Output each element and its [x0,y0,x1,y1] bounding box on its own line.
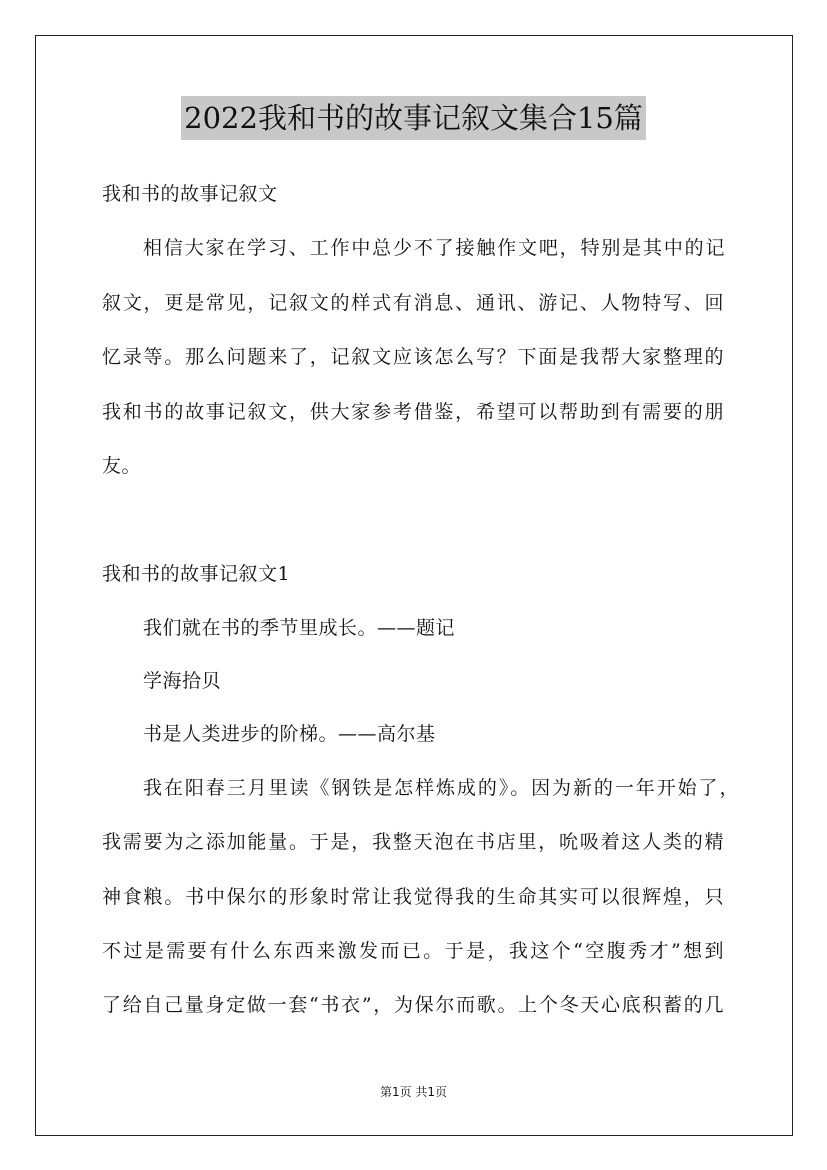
section1-subtitle: 学海拾贝 [143,670,222,692]
intro-line-5: 友。 [102,455,142,477]
intro-line-1: 相信大家在学习、工作中总少不了接触作文吧，特别是其中的记 [143,237,725,259]
document-title: 2022我和书的故事记叙文集合15篇 [181,96,646,140]
page-footer: 第1页 共1页 [379,1085,448,1099]
section1-line-2: 我需要为之添加能量。于是，我整天泡在书店里，吮吸着这人类的精 [102,831,724,853]
intro-heading: 我和书的故事记叙文 [102,183,278,205]
section1-quote: 书是人类进步的阶梯。——高尔基 [143,723,436,745]
section1-line-4: 不过是需要有什么东西来激发而已。于是，我这个“空腹秀才”想到 [102,940,724,962]
intro-line-4: 我和书的故事记叙文，供大家参考借鉴，希望可以帮助到有需要的朋 [102,401,724,423]
section1-heading: 我和书的故事记叙文1 [102,563,291,585]
intro-line-2: 叙文，更是常见，记叙文的样式有消息、通讯、游记、人物特写、回 [102,292,724,314]
title-container [0,96,827,140]
section1-line-1: 我在阳春三月里读《钢铁是怎样炼成的》。因为新的一年开始了， [143,777,739,799]
section1-line-5: 了给自己量身定做一套“书衣”，为保尔而歌。上个冬天心底积蓄的几 [102,994,724,1016]
section1-line-3: 神食粮。书中保尔的形象时常让我觉得我的生命其实可以很辉煌，只 [102,886,724,908]
intro-line-3: 忆录等。那么问题来了，记叙文应该怎么写？下面是我帮大家整理的 [102,346,724,368]
section1-epigraph: 我们就在书的季节里成长。——题记 [143,617,456,639]
